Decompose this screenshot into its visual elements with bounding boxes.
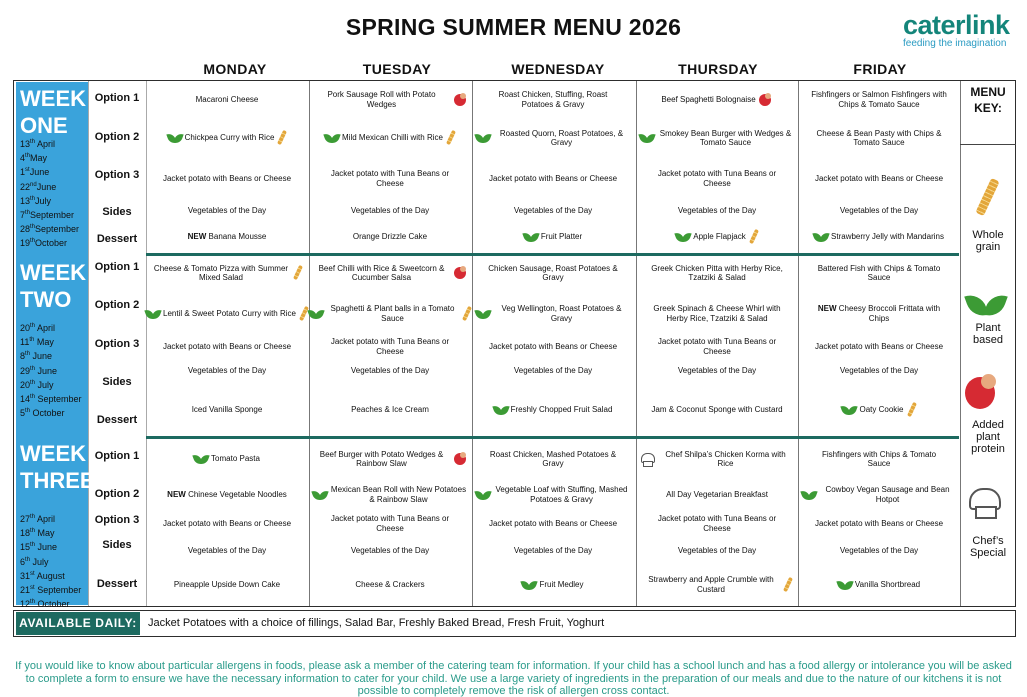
week-date: 27th April [20, 514, 56, 524]
menu-cell [798, 84, 960, 115]
dish-name: Tomato Pasta [211, 454, 260, 464]
dish-name: Mexican Bean Roll with New Potatoes & Rainbow Slaw [330, 485, 467, 504]
menu-cell [636, 385, 798, 434]
week-date: 1stJune [20, 167, 50, 178]
dish-name: Jacket potato with Beans or Cheese [814, 173, 944, 183]
week-date: 7thSeptember [20, 210, 75, 221]
menu-cell [472, 160, 634, 197]
menu-cell [309, 118, 471, 158]
available-daily-label: AVAILABLE DAILY: [16, 612, 140, 635]
row-label: Option 1 [94, 92, 140, 104]
row-label: Option 2 [94, 299, 140, 311]
menu-cell [798, 118, 960, 158]
menu-cell [636, 84, 798, 115]
dish-name: Macaroni Cheese [195, 94, 259, 104]
week-date: 18th May [20, 528, 55, 539]
menu-cell [472, 565, 634, 604]
menu-cell [636, 358, 798, 383]
menu-cell [146, 256, 308, 290]
row-label: Option 3 [94, 169, 140, 181]
menu-cell [472, 358, 634, 383]
new-badge: NEW [817, 304, 839, 313]
menu-cell [309, 292, 471, 335]
dish-name: Strawberry and Apple Crumble with Custard [648, 575, 774, 594]
leaf-icon [842, 404, 856, 416]
leaf-icon [325, 132, 339, 144]
dish-name: Chef Shilpa’s Chicken Korma with Rice [665, 449, 786, 468]
dish-name: Jacket potato with Tuna Beans or Cheese [657, 514, 777, 533]
leaf-icon [814, 231, 828, 243]
grain-icon [975, 178, 997, 218]
dish-name: Vegetable Loaf with Stuffing, Mashed Potatoes & Gravy [495, 485, 628, 504]
menu-cell [798, 292, 960, 335]
week-date: 31st August [20, 570, 65, 581]
menu-cell [798, 565, 960, 604]
week-title: THREE [20, 468, 95, 493]
dish-name: Greek Spinach & Cheese Whirl with Herby Rice, Tzatziki & Salad [653, 304, 781, 323]
menu-cell [798, 480, 960, 509]
dish-name: Roasted Quorn, Roast Potatoes, & Gravy [499, 128, 624, 147]
dish-name: Jam & Coconut Sponge with Custard [651, 404, 783, 414]
menu-cell [798, 385, 960, 434]
menu-cell [472, 440, 634, 478]
menu-key-label: Chef’s Special [969, 535, 1007, 559]
menu-cell [798, 358, 960, 383]
leaf-icon [146, 308, 160, 320]
chef-icon [968, 488, 1000, 516]
menu-cell [146, 118, 308, 158]
leaf-icon [168, 132, 182, 144]
bean-icon [454, 452, 468, 466]
dish-name: Vegetables of the Day [677, 365, 757, 375]
dish-name: Apple Flapjack [693, 232, 746, 242]
dish-name: Orange Drizzle Cake [352, 232, 428, 242]
menu-cell [798, 440, 960, 478]
leaf-icon [640, 132, 654, 144]
menu-cell [636, 538, 798, 563]
grain-icon [907, 402, 916, 418]
dish-name: Vegetables of the Day [187, 205, 267, 215]
row-label: Option 2 [94, 488, 140, 500]
menu-cell [472, 538, 634, 563]
menu-cell [146, 160, 308, 197]
dish-name: Chicken Sausage, Roast Potatoes & Gravy [488, 263, 618, 282]
dish-name: Jacket potato with Tuna Beans or Cheese [330, 514, 450, 533]
dish-name: NEW Cheesy Broccoli Frittata with Chips [817, 304, 941, 323]
grain-icon [462, 306, 471, 322]
dish-name: Cowboy Vegan Sausage and Bean Hotpot [825, 485, 950, 504]
allergen-notice: If you would like to know about particular allergens in foods, please ask a member of the catering team for information. If your child has a school lunch and has a food allergy or intolerance you will be asked to complete a form to ensure we have the necessary information to cater for your child. We use a large variety of ingredients in the preparation of our meals and due to the nature of our kitchens it is not possible to completely remove the risk of allergen cross contact. [15, 660, 1012, 697]
menu-title: SPRING SUMMER MENU 2026 [345, 14, 682, 40]
week-date: 21st September [20, 585, 82, 596]
week-date: 4thMay [20, 153, 48, 164]
bean-icon [965, 374, 1001, 410]
logo-tagline: feeding the imagination [903, 38, 1007, 49]
new-badge: NEW [167, 489, 189, 499]
menu-cell [146, 385, 308, 434]
menu-cell [309, 224, 471, 250]
dish-name: Jacket potato with Beans or Cheese [488, 518, 618, 528]
dish-name: Jacket potato with Tuna Beans or Cheese [330, 337, 450, 356]
menu-cell [309, 385, 471, 434]
menu-cell [798, 160, 960, 197]
menu-cell [309, 538, 471, 563]
leaf-icon [309, 308, 323, 320]
row-label: Sides [102, 539, 132, 551]
week-title: TWO [20, 287, 72, 312]
week-date: 5th October [20, 408, 65, 419]
leaf-icon [476, 308, 490, 320]
dish-name: Vegetables of the Day [839, 365, 919, 375]
dish-name: Fishfingers or Salmon Fishfingers with Chips & Tomato Sauce [811, 90, 947, 109]
leaf-icon [968, 292, 1004, 318]
dish-name: Jacket potato with Tuna Beans or Cheese [657, 169, 777, 188]
dish-name: Fruit Medley [539, 579, 584, 589]
week-date: 13thJuly [20, 195, 52, 206]
menu-cell [146, 511, 308, 536]
menu-cell [798, 224, 960, 250]
row-label: Option 3 [94, 514, 140, 526]
leaf-icon [476, 489, 490, 501]
menu-cell [472, 385, 634, 434]
row-label: Dessert [96, 578, 138, 590]
new-badge: NEW [187, 232, 209, 242]
menu-cell [309, 84, 471, 115]
menu-cell [146, 199, 308, 222]
menu-cell [636, 511, 798, 536]
dish-name: Vegetables of the Day [187, 365, 267, 375]
menu-cell [798, 256, 960, 290]
menu-cell [472, 292, 634, 335]
menu-cell [636, 337, 798, 356]
menu-cell [636, 118, 798, 158]
menu-cell [798, 337, 960, 356]
dish-name: Jacket potato with Beans or Cheese [162, 173, 292, 183]
dish-name: Greek Chicken Pitta with Herby Rice, Tzatziki & Salad [651, 263, 783, 282]
menu-key-label: Plant based [973, 322, 1003, 346]
menu-cell [472, 480, 634, 509]
dish-name: Vegetables of the Day [677, 545, 757, 555]
week-dates [20, 320, 82, 419]
dish-name: Beef Burger with Potato Wedges & Rainbow Slaw [319, 449, 444, 468]
menu-cell [636, 292, 798, 335]
week-date: 20th April [20, 323, 56, 333]
row-label: Dessert [96, 233, 138, 245]
dish-name: Peaches & Ice Cream [351, 404, 429, 414]
menu-cell [309, 511, 471, 536]
dish-name: Strawberry Jelly with Mandarins [831, 232, 944, 242]
dish-name: NEW Chinese Vegetable Noodles [167, 489, 287, 499]
week-date: 28thSeptember [20, 224, 80, 235]
dish-name: Vanilla Shortbread [854, 579, 921, 589]
caterlink-logo [903, 12, 1021, 50]
week-dates [20, 136, 79, 250]
menu-cell [146, 440, 308, 478]
dish-name: Vegetables of the Day [839, 205, 919, 215]
week-date: 19thOctober [20, 238, 68, 249]
dish-name: Jacket potato with Beans or Cheese [488, 173, 618, 183]
menu-cell [309, 440, 471, 478]
week-title: WEEK [20, 86, 86, 111]
menu-cell [636, 480, 798, 509]
row-label: Option 1 [94, 450, 140, 462]
menu-cell [636, 565, 798, 604]
leaf-icon [313, 489, 327, 501]
dish-name: NEW Banana Mousse [187, 232, 267, 242]
grain-icon [446, 130, 455, 146]
bean-icon [759, 93, 773, 107]
bean-icon [454, 266, 468, 280]
dish-name: Cheese & Bean Pasty with Chips & Tomato Sauce [816, 128, 942, 147]
bean-icon [454, 93, 468, 107]
week-date: 11th May [20, 337, 54, 348]
menu-cell [146, 480, 308, 509]
dish-name: Beef Chilli with Rice & Sweetcorn & Cucumber Salsa [318, 263, 445, 282]
dish-name: Fruit Platter [540, 232, 583, 242]
menu-cell [309, 337, 471, 356]
menu-cell [146, 292, 308, 335]
menu-cell [146, 337, 308, 356]
menu-cell [798, 538, 960, 563]
menu-cell [146, 358, 308, 383]
day-header-tuesday: TUESDAY [362, 61, 432, 77]
menu-cell [146, 565, 308, 604]
dish-name: Vegetables of the Day [513, 545, 593, 555]
menu-cell [472, 337, 634, 356]
dish-name: Roast Chicken, Mashed Potatoes & Gravy [489, 449, 617, 468]
dish-name: Vegetables of the Day [350, 365, 430, 375]
dish-name: Cheese & Tomato Pizza with Summer Mixed Salad [153, 263, 289, 282]
menu-cell [472, 511, 634, 536]
day-header-wednesday: WEDNESDAY [511, 61, 605, 77]
dish-name: Spaghetti & Plant balls in a Tomato Sauce [330, 304, 455, 323]
chef-icon [640, 453, 654, 466]
grain-icon [293, 265, 302, 281]
dish-name: Battered Fish with Chips & Tomato Sauce [817, 263, 941, 282]
menu-cell [309, 199, 471, 222]
dish-name: Jacket potato with Beans or Cheese [814, 518, 944, 528]
row-label: Sides [102, 206, 132, 218]
dish-name: Mild Mexican Chilli with Rice [342, 133, 443, 143]
menu-key-label: Whole grain [972, 229, 1004, 253]
menu-cell [636, 160, 798, 197]
menu-cell [798, 199, 960, 222]
menu-cell [309, 358, 471, 383]
week-title: WEEK [20, 441, 86, 466]
dish-name: Jacket potato with Beans or Cheese [162, 518, 292, 528]
menu-cell [472, 256, 634, 290]
dish-name: Freshly Chopped Fruit Salad [510, 404, 613, 414]
menu-cell [472, 199, 634, 222]
dish-name: Jacket potato with Tuna Beans or Cheese [657, 337, 777, 356]
menu-cell [309, 480, 471, 509]
dish-name: All Day Vegetarian Breakfast [666, 489, 768, 499]
week-date: 29th June [20, 365, 58, 376]
week-date: 20th July [20, 379, 54, 390]
leaf-icon [476, 132, 490, 144]
day-header-monday: MONDAY [203, 61, 267, 77]
menu-cell [636, 224, 798, 250]
week-title: ONE [20, 113, 68, 138]
dish-name: Pork Sausage Roll with Potato Wedges [327, 90, 436, 109]
menu-cell [798, 511, 960, 536]
week-date: 14th September [20, 394, 82, 405]
leaf-icon [524, 231, 538, 243]
dish-name: Vegetables of the Day [187, 545, 267, 555]
week-date: 6th July [20, 556, 49, 567]
dish-name: Vegetables of the Day [513, 205, 593, 215]
menu-cell [309, 565, 471, 604]
dish-name: Vegetables of the Day [350, 545, 430, 555]
day-header-thursday: THURSDAY [678, 61, 758, 77]
dish-name: Oaty Cookie [859, 404, 904, 414]
week-date: 8th June [20, 351, 53, 362]
grain-icon [783, 577, 792, 593]
row-label: Option 2 [94, 131, 140, 143]
dish-name: Vegetables of the Day [677, 205, 757, 215]
menu-cell [636, 440, 798, 478]
menu-cell [472, 84, 634, 115]
menu-cell [636, 256, 798, 290]
menu-key-label: Added plant protein [971, 419, 1005, 455]
menu-key-divider [960, 144, 1016, 145]
available-daily-text: Jacket Potatoes with a choice of fillings, Salad Bar, Freshly Baked Bread, Fresh Fruit, Yoghurt [148, 617, 605, 629]
dish-name: Roast Chicken, Stuffing, Roast Potatoes & Gravy [498, 90, 608, 109]
week-title: WEEK [20, 260, 86, 285]
grain-icon [277, 130, 286, 146]
logo-name: caterlink [903, 10, 1010, 40]
leaf-icon [522, 579, 536, 591]
dish-name: Cheese & Crackers [355, 579, 425, 589]
dish-name: Vegetables of the Day [839, 545, 919, 555]
dish-name: Fishfingers with Chips & Tomato Sauce [821, 449, 937, 468]
dish-name: Jacket potato with Beans or Cheese [814, 341, 944, 351]
grain-icon [299, 306, 308, 322]
menu-cell [146, 224, 308, 250]
leaf-icon [802, 489, 816, 501]
dish-name: Jacket potato with Beans or Cheese [488, 341, 618, 351]
dish-name: Veg Wellington, Roast Potatoes & Gravy [501, 304, 622, 323]
dish-name: Chickpea Curry with Rice [184, 133, 275, 143]
row-label: Option 3 [94, 338, 140, 350]
week-date: 12th October [20, 599, 70, 610]
row-label: Dessert [96, 414, 138, 426]
menu-cell [472, 224, 634, 250]
menu-cell [636, 199, 798, 222]
dish-name: Beef Spaghetti Bolognaise [661, 94, 756, 104]
dish-name: Smokey Bean Burger with Wedges & Tomato Sauce [659, 128, 792, 147]
week-date: 22ndJune [20, 181, 57, 192]
row-label: Sides [102, 376, 132, 388]
week-dates [20, 511, 81, 610]
menu-cell [309, 160, 471, 197]
dish-name: Vegetables of the Day [350, 205, 430, 215]
menu-cell [472, 118, 634, 158]
menu-cell [146, 538, 308, 563]
row-label: Option 1 [94, 261, 140, 273]
day-header-friday: FRIDAY [853, 61, 907, 77]
dish-name: Jacket potato with Tuna Beans or Cheese [330, 169, 450, 188]
week-date: 15th June [20, 542, 58, 553]
week-date: 13th April [20, 139, 56, 149]
menu-key-title: MENU KEY: [970, 85, 1006, 115]
leaf-icon [838, 579, 852, 591]
dish-name: Vegetables of the Day [513, 365, 593, 375]
dish-name: Iced Vanilla Sponge [191, 404, 263, 414]
menu-cell [146, 84, 308, 115]
leaf-icon [494, 404, 508, 416]
leaf-icon [194, 453, 208, 465]
grain-icon [749, 229, 758, 245]
dish-name: Pineapple Upside Down Cake [173, 579, 281, 589]
dish-name: Jacket potato with Beans or Cheese [162, 341, 292, 351]
week-divider [146, 436, 959, 439]
dish-name: Lentil & Sweet Potato Curry with Rice [163, 308, 296, 318]
menu-cell [309, 256, 471, 290]
leaf-icon [676, 231, 690, 243]
